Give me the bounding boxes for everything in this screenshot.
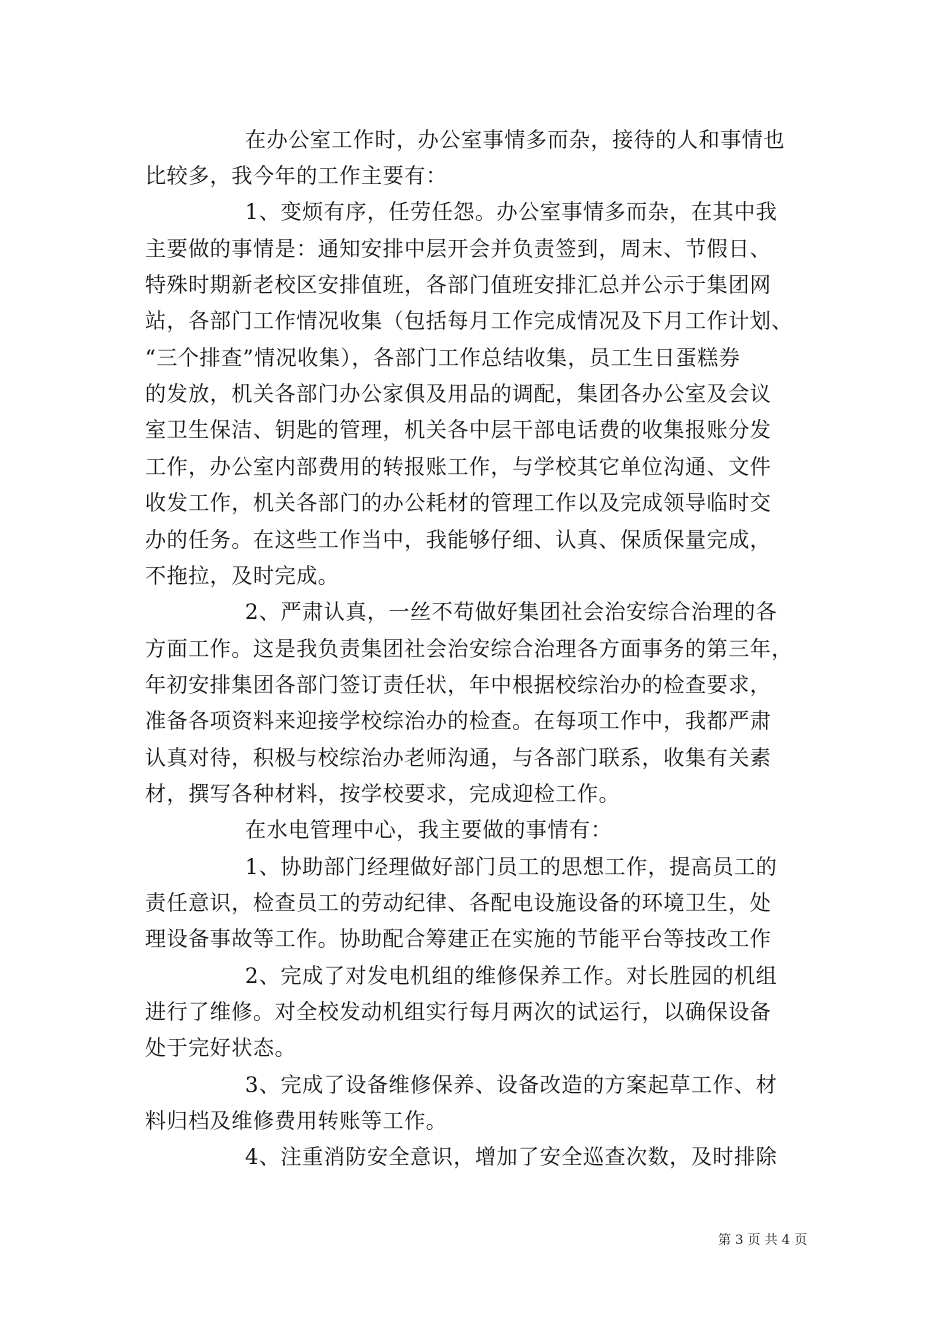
paragraph-line: 责任意识，检查员工的劳动纪律、各配电设施设备的环境卫生，处 — [145, 891, 772, 915]
paragraph-line: 不拖拉，及时完成。 — [145, 564, 340, 588]
paragraph-line: 认真对待，积极与校综治办老师沟通，与各部门联系，收集有关素 — [145, 746, 772, 770]
paragraph-line: 进行了维修。对全校发动机组实行每月两次的试运行，以确保设备 — [145, 1000, 772, 1024]
paragraph-line: 特殊时期新老校区安排值班，各部门值班安排汇总并公示于集团网 — [145, 273, 772, 297]
paragraph-line: 比较多，我今年的工作主要有： — [145, 164, 448, 188]
paragraph-line: 工作，办公室内部费用的转报账工作，与学校其它单位沟通、文件 — [145, 455, 772, 479]
paragraph-line: 站，各部门工作情况收集（包括每月工作完成情况及下月工作计划、 — [145, 309, 793, 333]
paragraph-line: 理设备事故等工作。协助配合筹建正在实施的节能平台等技改工作 — [145, 927, 772, 951]
paragraph-line: 1、协助部门经理做好部门员工的思想工作，提高员工的 — [245, 855, 778, 879]
paragraph-line: 在水电管理中心，我主要做的事情有： — [245, 818, 613, 842]
paragraph-line: 室卫生保洁、钥匙的管理，机关各中层干部电话费的收集报账分发 — [145, 418, 772, 442]
page-number-footer: 第 3 页 共 4 页 — [718, 1233, 808, 1248]
paragraph-line: 准备各项资料来迎接学校综治办的检查。在每项工作中，我都严肃 — [145, 709, 772, 733]
paragraph-line: “三个排查”情况收集），各部门工作总结收集，员工生日蛋糕券 — [145, 346, 741, 370]
paragraph-line: 办的任务。在这些工作当中，我能够仔细、认真、保质保量完成， — [145, 528, 772, 552]
paragraph-line: 材，撰写各种材料，按学校要求，完成迎检工作。 — [145, 782, 621, 806]
paragraph-line: 3、完成了设备维修保养、设备改造的方案起草工作、材 — [245, 1073, 778, 1097]
paragraph-line: 4、注重消防安全意识，增加了安全巡查次数，及时排除 — [245, 1145, 778, 1169]
paragraph-line: 处于完好状态。 — [145, 1036, 297, 1060]
paragraph-line: 1、变烦有序，任劳任怨。办公室事情多而杂，在其中我 — [245, 200, 778, 224]
paragraph-line: 2、完成了对发电机组的维修保养工作。对长胜园的机组 — [245, 964, 778, 988]
paragraph-line: 的发放，机关各部门办公家俱及用品的调配，集团各办公室及会议 — [145, 382, 772, 406]
paragraph-line: 收发工作，机关各部门的办公耗材的管理工作以及完成领导临时交 — [145, 491, 772, 515]
paragraph-line: 料归档及维修费用转账等工作。 — [145, 1109, 448, 1133]
paragraph-line: 主要做的事情是：通知安排中层开会并负责签到，周末、节假日、 — [145, 237, 772, 261]
paragraph-line: 方面工作。这是我负责集团社会治安综合治理各方面事务的第三年， — [145, 637, 793, 661]
paragraph-line: 年初安排集团各部门签订责任状，年中根据校综治办的检查要求， — [145, 673, 772, 697]
paragraph-line: 2、严肃认真，一丝不苟做好集团社会治安综合治理的各 — [245, 600, 778, 624]
paragraph-line: 在办公室工作时，办公室事情多而杂，接待的人和事情也 — [245, 128, 785, 152]
